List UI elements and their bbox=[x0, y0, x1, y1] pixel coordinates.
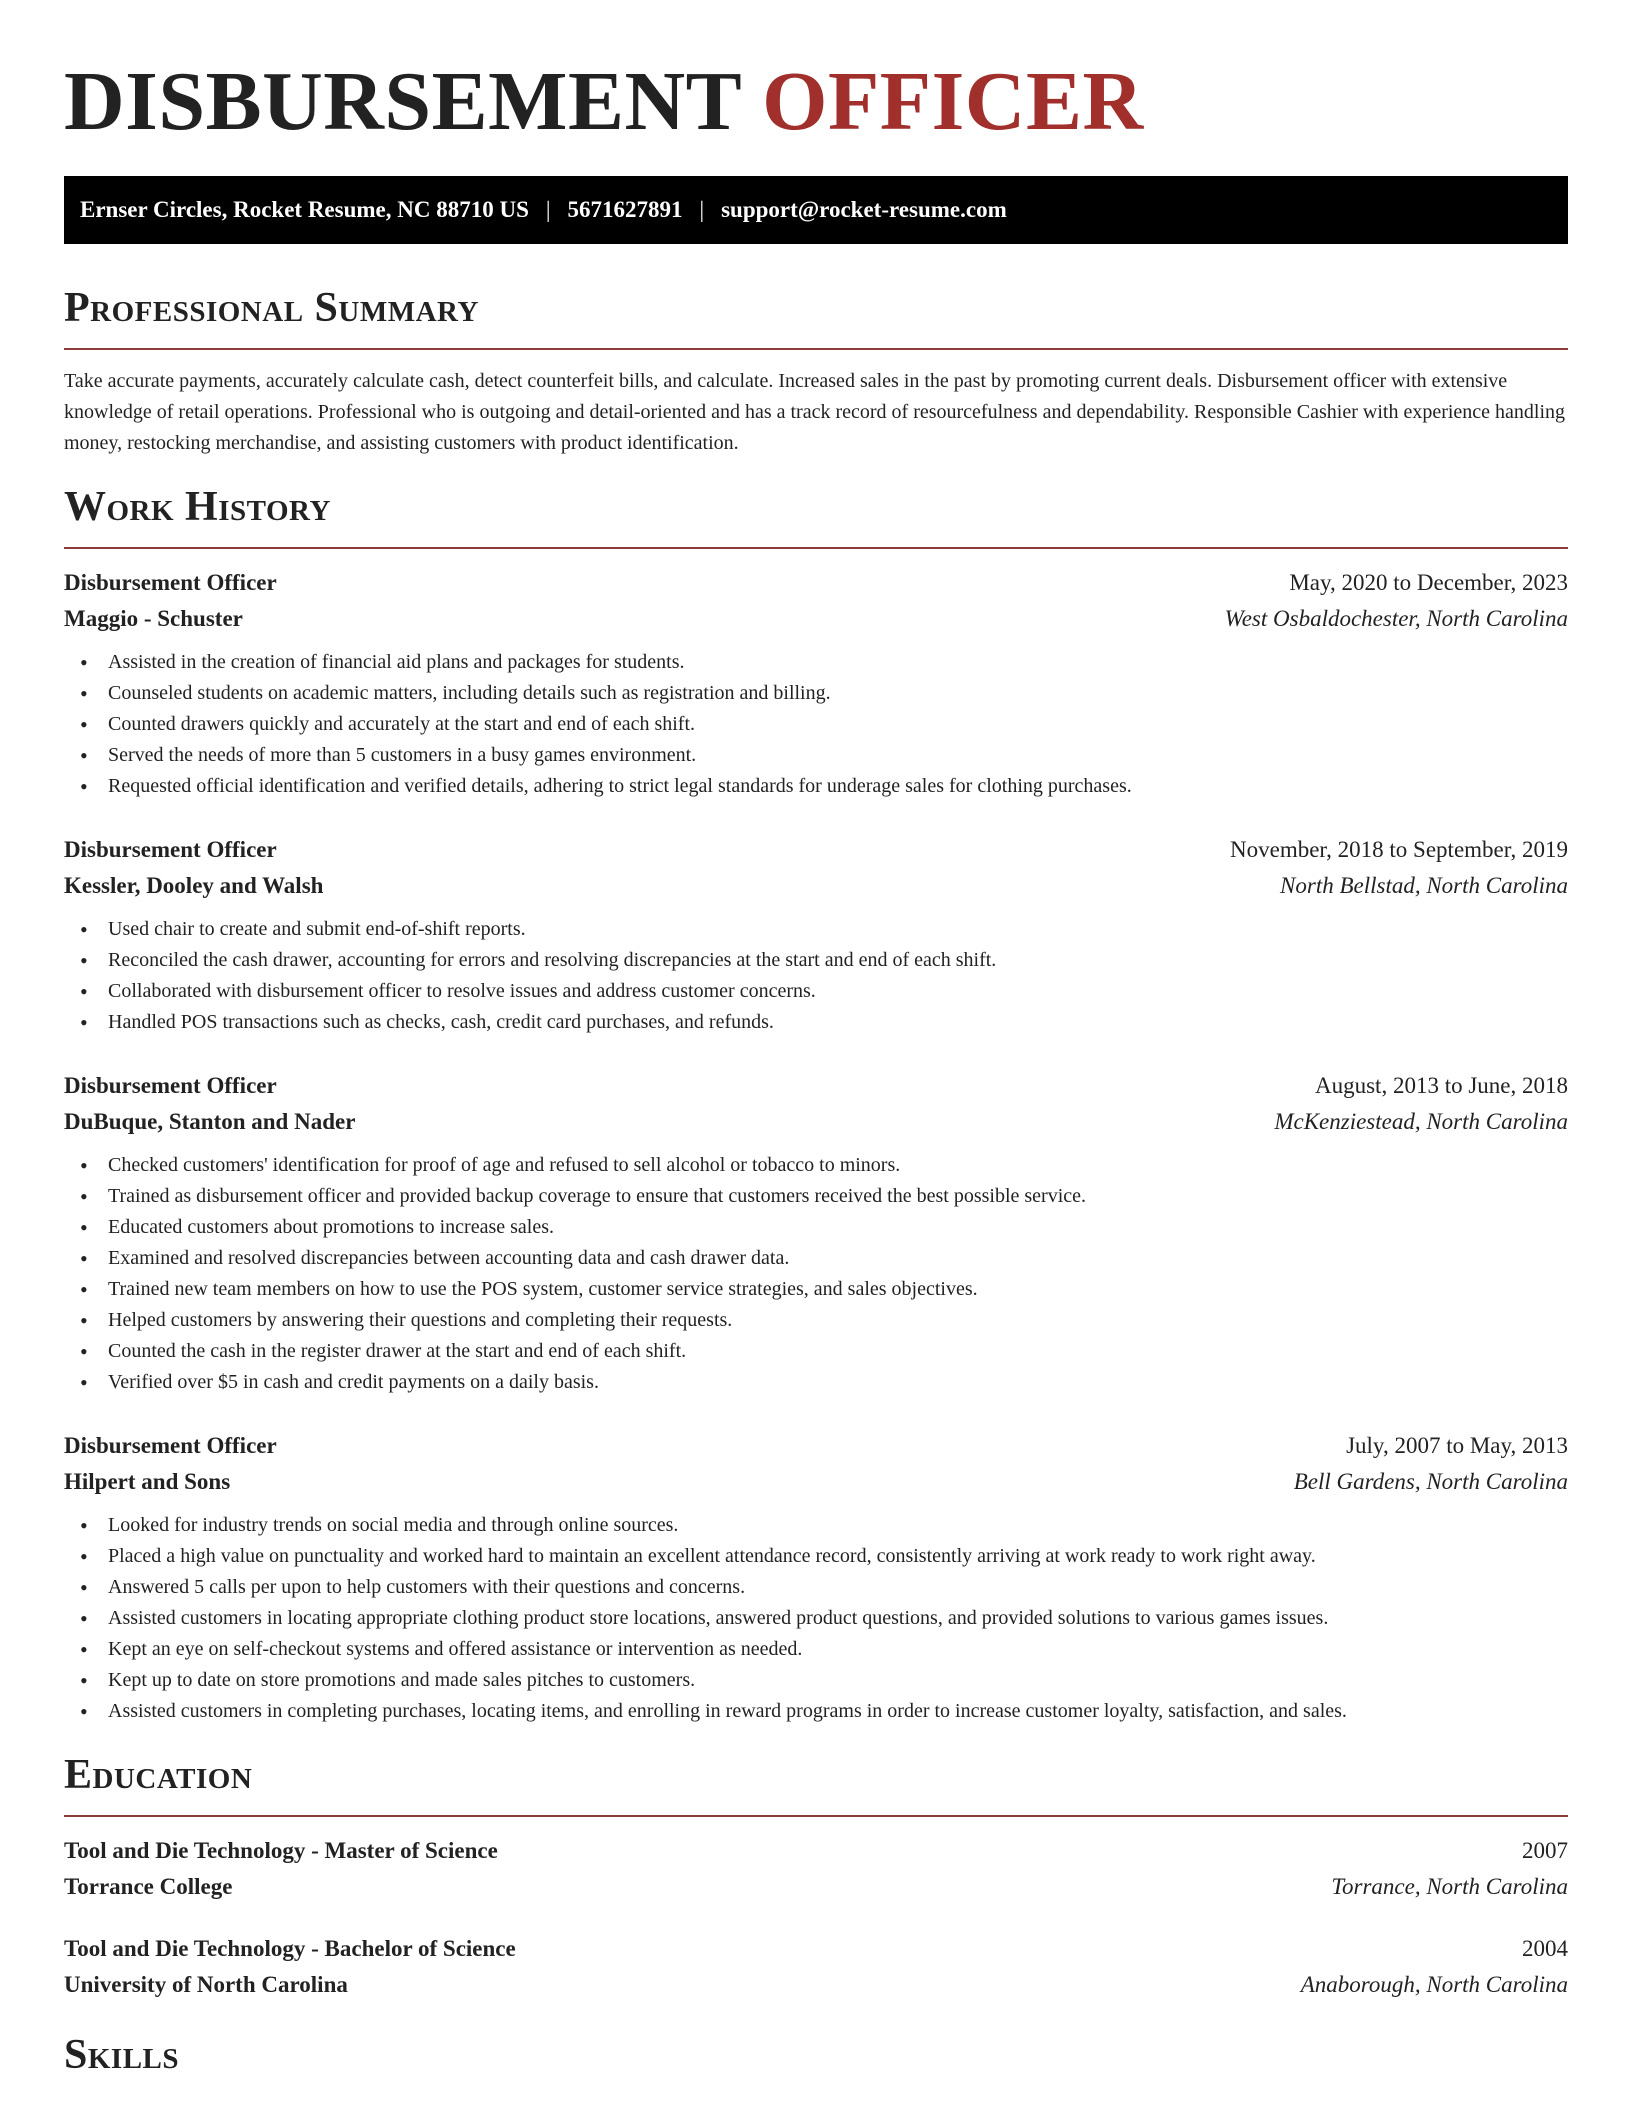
job-duties-list bbox=[64, 647, 1568, 802]
job-dates: July, 2007 to May, 2013 bbox=[1346, 1433, 1568, 1458]
job-company: Maggio - Schuster bbox=[64, 606, 243, 631]
section-heading: Work History bbox=[64, 484, 331, 530]
job-location: West Osbaldochester, North Carolina bbox=[1224, 606, 1568, 631]
list-item: • Helped customers by answering their questions and completing their requests. bbox=[64, 1305, 1568, 1336]
education-location: Torrance, North Carolina bbox=[1331, 1874, 1568, 1899]
section-heading: Professional Summary bbox=[64, 285, 479, 331]
job-company: Kessler, Dooley and Walsh bbox=[64, 873, 324, 898]
list-item: • Counseled students on academic matters, including details such as registration and billing. bbox=[64, 678, 1568, 709]
resume-title bbox=[64, 52, 1568, 152]
list-item: • Trained as disbursement officer and provided backup coverage to ensure that customers received the best possible service. bbox=[64, 1181, 1568, 1212]
list-item: • Counted drawers quickly and accurately at the start and end of each shift. bbox=[64, 709, 1568, 740]
list-item: • Assisted in the creation of financial aid plans and packages for students. bbox=[64, 647, 1568, 678]
list-item: • Counted the cash in the register drawer at the start and end of each shift. bbox=[64, 1336, 1568, 1367]
education-school: Torrance College bbox=[64, 1874, 233, 1899]
section-heading: Skills bbox=[64, 2032, 180, 2078]
list-item: • Looked for industry trends on social media and through online sources. bbox=[64, 1510, 1568, 1541]
title-job-word: DISBURSEMENT bbox=[64, 55, 741, 148]
list-item: • Trained new team members on how to use the POS system, customer service strategies, and sales objectives. bbox=[64, 1274, 1568, 1305]
education-entry bbox=[64, 1933, 1568, 2001]
list-item: • Handled POS transactions such as checks, cash, credit card purchases, and refunds. bbox=[64, 1007, 1568, 1038]
section-heading: Education bbox=[64, 1752, 253, 1798]
list-item: • Assisted customers in completing purchases, locating items, and enrolling in reward programs in order to increase customer loyalty, satisfaction, and sales. bbox=[64, 1696, 1568, 1727]
list-item: • Placed a high value on punctuality and worked hard to maintain an excellent attendance record, consistently arriving at work ready to work right away. bbox=[64, 1541, 1568, 1572]
job-dates: August, 2013 to June, 2018 bbox=[1315, 1073, 1568, 1098]
contact-address: Ernser Circles, Rocket Resume, NC 88710 US bbox=[80, 197, 529, 222]
job-title: Disbursement Officer bbox=[64, 1433, 277, 1458]
education-section bbox=[64, 1749, 1568, 2001]
job-location: North Bellstad, North Carolina bbox=[1280, 873, 1568, 898]
contact-separator: | bbox=[699, 197, 705, 222]
contact-phone: 5671627891 bbox=[567, 197, 683, 222]
job-company: DuBuque, Stanton and Nader bbox=[64, 1109, 356, 1134]
education-year: 2004 bbox=[1522, 1936, 1568, 1961]
list-item: • Examined and resolved discrepancies between accounting data and cash drawer data. bbox=[64, 1243, 1568, 1274]
education-year: 2007 bbox=[1522, 1838, 1568, 1863]
education-location: Anaborough, North Carolina bbox=[1300, 1972, 1568, 1997]
job-entry bbox=[64, 1070, 1568, 1398]
list-item: • Kept an eye on self-checkout systems and offered assistance or intervention as needed. bbox=[64, 1634, 1568, 1665]
list-item: • Answered 5 calls per upon to help customers with their questions and concerns. bbox=[64, 1572, 1568, 1603]
list-item: • Kept up to date on store promotions and made sales pitches to customers. bbox=[64, 1665, 1568, 1696]
professional-summary-section bbox=[64, 282, 1568, 459]
education-entry bbox=[64, 1835, 1568, 1903]
education-degree: Tool and Die Technology - Bachelor of Science bbox=[64, 1936, 516, 1961]
job-title: Disbursement Officer bbox=[64, 837, 277, 862]
list-item: • Collaborated with disbursement officer to resolve issues and address customer concerns. bbox=[64, 976, 1568, 1007]
list-item: • Checked customers' identification for proof of age and refused to sell alcohol or tobacco to minors. bbox=[64, 1150, 1568, 1181]
education-school: University of North Carolina bbox=[64, 1972, 348, 1997]
title-accent-word: OFFICER bbox=[762, 55, 1144, 148]
job-duties-list bbox=[64, 1510, 1568, 1727]
list-item: • Educated customers about promotions to increase sales. bbox=[64, 1212, 1568, 1243]
job-dates: November, 2018 to September, 2019 bbox=[1230, 837, 1568, 862]
section-divider bbox=[64, 547, 1568, 549]
job-location: McKenziestead, North Carolina bbox=[1274, 1109, 1568, 1134]
education-degree: Tool and Die Technology - Master of Science bbox=[64, 1838, 498, 1863]
job-title: Disbursement Officer bbox=[64, 570, 277, 595]
contact-email: support@rocket-resume.com bbox=[721, 197, 1007, 222]
list-item: • Reconciled the cash drawer, accounting for errors and resolving discrepancies at the start and end of each shift. bbox=[64, 945, 1568, 976]
job-duties-list bbox=[64, 1150, 1568, 1398]
section-divider bbox=[64, 1815, 1568, 1817]
job-title: Disbursement Officer bbox=[64, 1073, 277, 1098]
work-history-section bbox=[64, 481, 1568, 1727]
contact-separator: | bbox=[545, 197, 551, 222]
job-company: Hilpert and Sons bbox=[64, 1469, 231, 1494]
job-entry bbox=[64, 1430, 1568, 1727]
summary-text: Take accurate payments, accurately calculate cash, detect counterfeit bills, and calculate. Increased sales in the past by promoting current deals. Disbursement officer with extensive knowledge of retail operations. Professional who is outgoing and detail-oriented and has a track record of resourcefulness and dependability. Responsible Cashier with experience handling money, restocking merchandise, and assisting customers with product identification. bbox=[64, 370, 1566, 454]
job-duties-list bbox=[64, 914, 1568, 1038]
contact-bar bbox=[64, 176, 1568, 244]
job-entry bbox=[64, 567, 1568, 802]
job-entry bbox=[64, 834, 1568, 1038]
job-location: Bell Gardens, North Carolina bbox=[1293, 1469, 1568, 1494]
section-divider bbox=[64, 348, 1568, 350]
job-dates: May, 2020 to December, 2023 bbox=[1289, 570, 1568, 595]
skills-section bbox=[64, 2029, 1568, 2081]
list-item: • Verified over $5 in cash and credit payments on a daily basis. bbox=[64, 1367, 1568, 1398]
list-item: • Served the needs of more than 5 customers in a busy games environment. bbox=[64, 740, 1568, 771]
list-item: • Requested official identification and verified details, adhering to strict legal standards for underage sales for clothing purchases. bbox=[64, 771, 1568, 802]
list-item: • Used chair to create and submit end-of-shift reports. bbox=[64, 914, 1568, 945]
list-item: • Assisted customers in locating appropriate clothing product store locations, answered product questions, and provided solutions to various games issues. bbox=[64, 1603, 1568, 1634]
